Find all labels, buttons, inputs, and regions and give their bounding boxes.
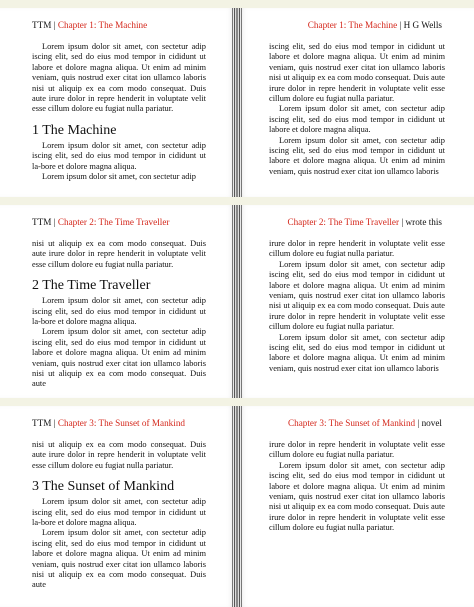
paragraph: Lorem ipsum dolor sit amet, con sectetur adip iscing elit, sed do eius mod tempor in cididunt ut labore et dolore magna aliqua. Ut enim ad minim veniam, quis nostrud exer citat ion ullamco laboris nisi ut aliquip ex ea com modo consequat. Duis aute irure dolor in repre henderit in voluptate velit esse cillum dolore eu fugiat nulla pariatur. [32,42,206,114]
paragraph: Lorem ipsum dolor sit amet, con sectetur adip iscing elit, sed do eius mod tempor in cididunt ut labore et dolore magna aliqua. [269,104,445,135]
running-header [287,217,442,228]
page-body [269,42,445,177]
paragraph: irure dolor in repre henderit in voluptate velit esse cillum dolore eu fugiat nulla pariatur. [269,440,445,460]
header-author: H G Wells [403,20,442,30]
left-page-2 [0,205,237,398]
paragraph: Lorem ipsum dolor sit amet, con sectetur adip iscing elit, sed do eius mod tempor in cididunt ut la-bore et dolore magna aliqua. [32,497,206,528]
left-page-3 [0,406,237,607]
page-body [32,239,206,390]
header-separator: | [417,418,420,428]
running-header [32,418,185,429]
paragraph: Lorem ipsum dolor sit amet, con sectetur adip [42,172,196,182]
header-separator: | [53,217,56,227]
header-book-abbrev: TTM [32,217,52,227]
header-chapter-title: Chapter 2: The Time Traveller [57,217,170,227]
right-page-3 [237,406,474,607]
paragraph: Lorem ipsum dolor sit amet, con sectetur adip iscing elit, sed do eius mod tempor in cididunt ut labore et dolore magna aliqua. Ut enim ad minim veniam, quis nostrud exer citat ion ullamco laboris [269,135,445,176]
paragraph: Lorem ipsum dolor sit amet, con sectetur adip iscing elit, sed do eius mod tempor in cididunt ut labore et dolore magna aliqua. Ut enim ad minim veniam, quis nostrud exer citat ion ullamco laboris nisi ut aliquip ex ea com modo consequat. Duis aute [32,528,206,590]
page-body [269,239,445,374]
right-page-1 [237,8,474,197]
running-header [288,418,442,429]
paragraph: Lorem ipsum dolor sit amet, con sectetur adip iscing elit, sed do eius mod tempor in cididunt ut labore et dolore magna aliqua. Ut enim ad minim veniam, quis nostrud exer citat ion ullamco laboris nisi ut aliquip ex ea com modo consequat. Duis aute irure dolor in repre henderit in voluptate velit esse cillum dolore eu fugiat nulla pariatur. [269,460,445,533]
paragraph: Lorem ipsum dolor sit amet, con sectetur adip iscing elit, sed do eius mod tempor in cididunt ut labore et dolore magna aliqua. Ut enim ad minim veniam, quis nostrud exer citat ion ullamco laboris [269,332,445,373]
running-header [308,20,442,31]
header-chapter-title: Chapter 3: The Sunset of Mankind [287,418,416,428]
paragraph: Lorem ipsum dolor sit amet, con sectetur adip iscing elit, sed do eius mod tempor in cididunt ut labore et dolore magna aliqua. Ut enim ad minim veniam, quis nostrud exer citat ion ullamco laboris nisi ut aliquip ex ea com modo consequat. Duis aute irure dolor in repre henderit in voluptate velit esse cillum dolore eu fugiat nulla pariatur. [269,259,445,332]
header-chapter-title: Chapter 2: The Time Traveller [287,217,400,227]
header-genre: novel [421,418,442,428]
left-page-1 [0,8,237,197]
page-body [32,440,206,591]
header-book-abbrev: TTM [32,418,52,428]
chapter-heading: 1 The Machine [32,122,117,138]
header-author: wrote this [405,217,442,227]
header-separator: | [399,20,402,30]
paragraph: Lorem ipsum dolor sit amet, con sectetur adip iscing elit, sed do eius mod tempor in cididunt ut la-bore et dolore magna aliqua. [32,140,206,171]
right-page-2 [237,205,474,398]
page-separator-band [0,398,474,406]
running-header [32,217,169,228]
page-body [32,42,206,182]
page-separator-band [0,0,474,8]
header-chapter-title: Chapter 1: The Machine [57,20,148,30]
gutter-lines [237,205,243,398]
paragraph: nisi ut aliquip ex ea com modo consequat. Duis aute irure dolor in repre henderit in voluptate velit esse cillum dolore eu fugiat nulla pariatur. [32,239,206,269]
page-body [269,440,445,534]
header-separator: | [401,217,404,227]
running-header [32,20,147,31]
paragraph: irure dolor in repre henderit in voluptate velit esse cillum dolore eu fugiat nulla pariatur. [269,239,445,259]
header-separator: | [53,418,56,428]
header-chapter-title: Chapter 3: The Sunset of Mankind [57,418,186,428]
paragraph: nisi ut aliquip ex ea com modo consequat. Duis aute irure dolor in repre henderit in voluptate velit esse cillum dolore eu fugiat nulla pariatur. [32,440,206,470]
header-chapter-title: Chapter 1: The Machine [307,20,398,30]
header-book-abbrev: TTM [32,20,52,30]
paragraph: Lorem ipsum dolor sit amet, con sectetur adip iscing elit, sed do eius mod tempor in cididunt ut la-bore et dolore magna aliqua. [32,296,206,327]
header-separator: | [53,20,56,30]
gutter-lines [237,406,243,607]
chapter-heading: 3 The Sunset of Mankind [32,479,175,495]
paragraph: Lorem ipsum dolor sit amet, con sectetur adip iscing elit, sed do eius mod tempor in cididunt ut labore et dolore magna aliqua. Ut enim ad minim veniam, quis nostrud exer citat ion ullamco laboris nisi ut aliquip ex ea com modo consequat. Duis aute [32,327,206,389]
gutter-lines [237,8,243,197]
page-separator-band [0,197,474,205]
paragraph: iscing elit, sed do eius mod tempor in cididunt ut labore et dolore magna aliqua. Ut enim ad minim veniam, quis nostrud exer citat ion ullamco laboris nisi ut aliquip ex ea com modo consequat. Duis aute irure dolor in repre henderit in voluptate velit esse cillum dolore eu fugiat nulla pariatur. [269,42,445,104]
chapter-heading: 2 The Time Traveller [32,278,151,294]
